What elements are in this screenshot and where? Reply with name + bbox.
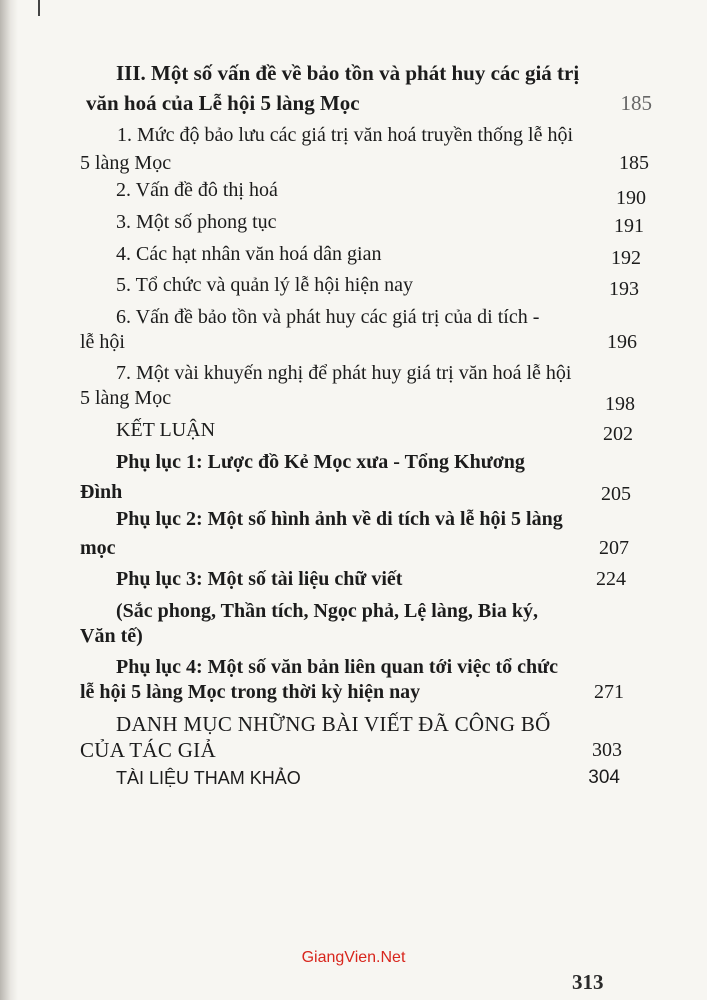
- toc-entry-text: Phụ lục 4: Một số văn bản liên quan tới việc tổ chức: [116, 656, 558, 678]
- toc-entry-text: DANH MỤC NHỮNG BÀI VIẾT ĐÃ CÔNG BỐ: [116, 712, 551, 736]
- toc-entry-text: 6. Vấn đề bảo tồn và phát huy các giá trị của di tích -: [116, 306, 540, 328]
- watermark: GiangVien.Net: [301, 949, 406, 966]
- toc-entry-text: lễ hội: [80, 331, 125, 353]
- toc-entry-text: Phụ lục 3: Một số tài liệu chữ viết: [116, 568, 403, 590]
- toc-page-number: 193: [609, 278, 639, 300]
- toc-page-number: 304: [588, 767, 620, 788]
- toc-page-number: 196: [607, 331, 637, 353]
- toc-entry-text: 1. Mức độ bảo lưu các giá trị văn hoá truyền thống lễ hội: [117, 124, 574, 146]
- toc-page-number: 185: [619, 152, 649, 174]
- toc-entry-text: lễ hội 5 làng Mọc trong thời kỳ hiện nay: [80, 681, 421, 703]
- toc-entry-text: 5. Tổ chức và quản lý lễ hội hiện nay: [116, 274, 414, 296]
- toc-page-number: 205: [601, 483, 631, 505]
- toc-page-number: 190: [616, 187, 646, 209]
- toc-entry-text: 2. Vấn đề đô thị hoá: [116, 179, 278, 201]
- toc-entry-text: văn hoá của Lễ hội 5 làng Mọc: [86, 91, 360, 115]
- toc-entry-text: (Sắc phong, Thần tích, Ngọc phả, Lệ làng, Bia ký,: [116, 600, 538, 622]
- toc-entry-text: 3. Một số phong tục: [116, 211, 277, 233]
- toc-entry-text: 7. Một vài khuyến nghị để phát huy giá trị văn hoá lễ hội: [116, 362, 572, 384]
- page-folio-number: 313: [572, 970, 604, 994]
- toc-entry-text: CỦA TÁC GIẢ: [80, 738, 216, 762]
- toc-page-number: 224: [596, 568, 626, 590]
- toc-page-number: 198: [605, 393, 635, 415]
- toc-entry-text: Đình: [80, 481, 123, 503]
- toc-page-number: 192: [611, 247, 641, 269]
- toc-entry-text: Phụ lục 1: Lược đồ Kẻ Mọc xưa - Tổng Khương: [116, 451, 525, 473]
- toc-page-number: 202: [603, 423, 633, 445]
- toc-page-number: 271: [594, 681, 624, 703]
- toc-page-number: 185: [620, 91, 652, 115]
- toc-page-number: 207: [599, 537, 629, 559]
- toc-entry-text: 5 làng Mọc: [80, 152, 172, 174]
- toc-entry-text: 5 làng Mọc: [80, 387, 172, 409]
- toc-entry-text: III. Một số vấn đề về bảo tồn và phát huy các giá trị: [116, 61, 580, 85]
- toc-page-number: 303: [592, 739, 622, 761]
- toc-entry-text: KẾT LUẬN: [116, 419, 216, 441]
- toc-entry-text: 4. Các hạt nhân văn hoá dân gian: [116, 243, 382, 265]
- toc-entry-text: Văn tế): [80, 625, 143, 647]
- toc-entry-text: TÀI LIỆU THAM KHẢO: [116, 768, 301, 788]
- toc-entry-text: Phụ lục 2: Một số hình ảnh về di tích và lễ hội 5 làng: [116, 508, 563, 530]
- toc-entry-text: mọc: [80, 537, 116, 559]
- toc-page-number: 191: [614, 215, 644, 237]
